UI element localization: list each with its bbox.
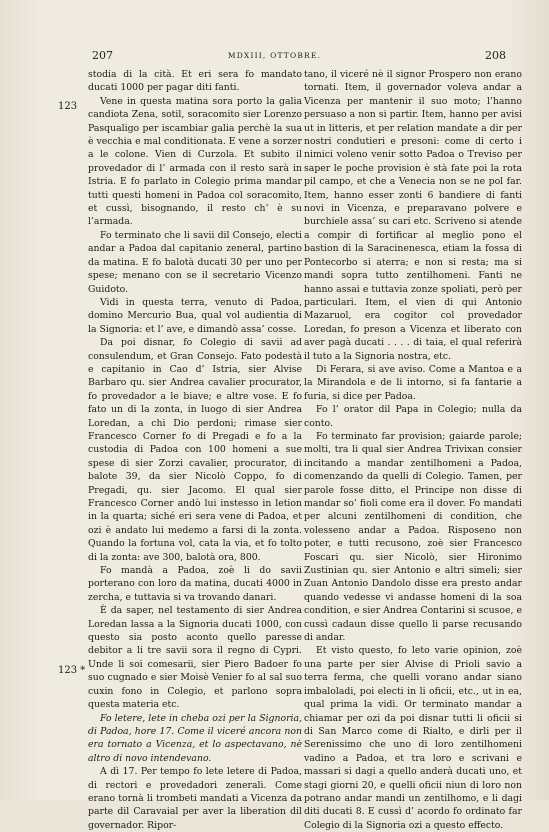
paragraph: stodia di la cità. Et eri sera fo mandato ducati 1000 per pagar diti fanti. — [88, 69, 302, 94]
paragraph: È da saper, nel testamento di sier Andrea Loredan lassa a la Signoria ducati 1000, con questo sia posto aconto quello paresse debitor a li tre savii sora il regno di Cypri. Unde li soi comesarii, sier Piero Badoer fo suo cugnado e sier Moisè Venier fo al sal suo cuxin fono in Colegio, et parlono sopra questa materia etc. — [88, 605, 302, 711]
paragraph: Et visto questo, fo leto varie opinion, zoè una parte per sier Alvise di Prioli savio a terra ferma, che quelli vorano andar siano imbaloladi, poi electi in li oficii, etc., ut in ea, qual prima la vidi. Or terminato mandar a chiamar per ozi da poi disnar tutti li oficii si di San Marco come di Rialto, e dirli per il Serenissimo che uno di loro zentilhomeni vadino a Padoa, et tra loro e scrivani e massari si dagi a quello anderà ducati uno, et stagi giorni 20, e quelli oficii niun di loro non potrano andar mandi un zentilhomo, e li dagi diti ducati 8. E cussì d’ acordo fo ordinato far Colegio di la Signoria ozi a questo effecto. — [304, 645, 522, 831]
paragraph: Vidi in questa terra, venuto di Padoa, domino Mercurio Bua, qual vol audientia di la Signoria: et l’ ave, e dimandò assa’ cosse. — [88, 296, 302, 335]
margin-number: 123 * — [58, 665, 86, 676]
margin-number: 123 — [58, 101, 78, 112]
running-title: MDXIII, OTTOBRE. — [227, 51, 322, 60]
left-column — [88, 68, 302, 832]
running-header — [0, 49, 549, 65]
paragraph: Fo terminato far provision; gaiarde parole; molti, tra li qual sier Andrea Trivixan consier incitando a mandar zentilhomeni a Padoa, comenzando da quelli di Colegio. Tamen, per parole fosse ditto, el Principe non disse di mandar so’ fioli come era il dover. Fo mandati per alcuni zentilhomeni di condition, che volesseno andar a Padoa. Risposeno non poter, e tutti recusono, zoè sier Francesco Foscari qu. sier Nicolò, sier Hironimo Zustinian qu. sier Antonio e altri simeli; sier Zuan Antonio Dandolo disse era presto andar quando vedesse vi andasse homeni di la soa condition, e sier Andrea Contarini si scusoe, e cussì cadaun disse quello li parse recusando di andar. — [304, 430, 522, 644]
page-number-left: 207 — [92, 49, 113, 62]
paragraph: Vene in questa matina sora porto la galia candiota Zena, sotil, soracomito sier Lorenzo Pasqualigo per iscambiar galia perchè la sua è vecchia e mal conditionata. E vene a sorzer a le colone. Vien di Curzola. Et subito il provedador di l’ armada con il resto sarà in Istria. E fo parlato in Colegio prima mandar tutti questi homeni in Padoa col soracomito, et cussì, bisognando, il resto ch’ è su l’armada. — [88, 95, 302, 228]
paragraph: tano, il viceré nè il signor Prospero non erano tornati. Item, il governador voleva andar a Vicenza per mantenir il suo moto; l’hanno persuaso a non si partir. Item, hanno per avisi ut in litteris, et per relation mandate a dir per nostri condutieri e presoni: come di certo i nimici voleno venir sotto Padoa o Treviso per saper le poche provision è stà fate poi la rota pil campo, et che a Venecia non se ne pol far. Item, hanno esser zonti 6 bandiere di fanti novi in Vicenza, e preparavano polvere e burchiele assa’ su cari etc. Scriveno si atende a compir di fortificar al meglio pono el bastion di la Saracinenesca, etiam la fossa di Pontecorbo si aterra; e non si resta; ma si mandi sopra tutto zentilhomeni. Fanti ne hanno assai e tuttavia zonze spoliati, però per particulari. Item, el vien di qui Antonio Mazaruol, era cogitor col provedador Loredan, fo preson a Vicenza et liberato con aver pagà ducati . . . . di taia, el qual referirà il tuto a la Signoria nostra, etc. — [304, 69, 522, 362]
paragraph: Fo letere, lete in cheba ozi per la Signoria, di Padoa, hore 17. Come il viceré ancora non era tornato a Vicenza, et lo aspectavano, nè altro di novo intendevano. — [88, 712, 302, 764]
paragraph: Da poi disnar, fo Colegio di savii ad consulendum, et Gran Consejo. Fato podestà e capitanio in Cao d’ Istria, sier Alvise Barbaro qu. sier Andrea cavalier procurator, fo provedador a le biave; e altre vose. E fo fato un di la zonta, in luogo di sier Andrea Loredan, a chi Dio perdoni; rimase sier Francesco Corner fo di Pregadi e fo a la custodia di Padoa con 100 homeni a sue spese di sier Zorzi cavalier, procurator, di balote 39, da sier Nicolò Coppo, fo di Pregadi, qu. sier Jacomo. El qual sier Francesco Corner andò lui instesso in letion in la quarta; siché eri sera vene di Padoa, et ozi è andato lui medemo a farsi di la zonta. Quando la fortuna vol, cata la via, et fo tolto di la zonta: ave 300, balotà ora, 800. — [88, 337, 302, 563]
paragraph: A dì 17. Per tempo fo lete letere di Padoa, di rectori e provedadori zenerali. Come erano tornà li trombeti mandati a Vicenza da parte dil Caravaial per aver la liberation dil governador. Ripor- — [88, 766, 302, 831]
paragraph: Fo terminato che li savii dil Consejo, electi andar a Padoa dal capitanio zeneral, partino da matina. E fo balotà ducati 30 per uno per spese; menano con se il secretario Vicenzo Guidoto. — [88, 229, 302, 295]
right-column — [304, 68, 522, 832]
paragraph: Di Ferara, si ave aviso. Come a Mantoa e a la Mirandola e de li intorno, si fa fantarie a furia, si dice per Padoa. — [304, 363, 522, 402]
page-number-right: 208 — [485, 49, 506, 62]
paragraph: Fo l’ orator dil Papa in Colegio; nulla da conto. — [304, 404, 522, 429]
paragraph: Fo mandà a Padoa, zoè li do savii porterano con loro da matina, ducati 4000 in zercha, e tuttavia si va trovando danari. — [88, 565, 302, 603]
